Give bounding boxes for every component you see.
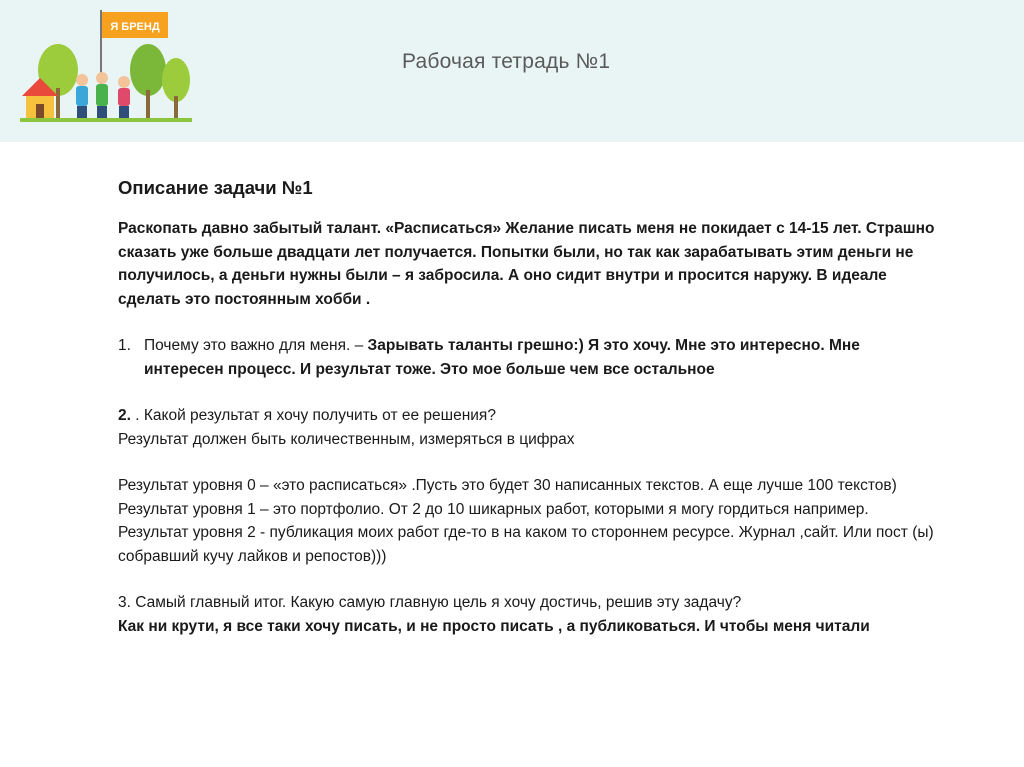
person-body <box>96 84 108 106</box>
logo-text: Я БРЕНД <box>110 21 160 33</box>
spacer <box>118 311 938 334</box>
tree-icon <box>162 58 190 102</box>
document-body <box>118 175 938 638</box>
question-1-number: 1. <box>118 337 131 354</box>
person-icon <box>118 76 130 88</box>
question-3-text: 3. Самый главный итог. Какую самую главную цель я хочу достичь, решив эту задачу? <box>118 594 742 611</box>
intro-paragraph: Раскопать давно забытый талант. «Расписаться» Желание писать меня не покидает с 14-15 лет. Страшно сказать уже больше двадцати лет получается. Попытки были, но так как зарабатывать этим деньги не получилось, а деньги нужны были – я забросила. А оно сидит внутри и просится наружу. В идеале сделать это постоянным хобби . <box>118 220 935 308</box>
spacer <box>118 568 938 591</box>
person-icon <box>76 74 88 86</box>
result-level-0: Результат уровня 0 – «это расписаться» .Пусть это будет 30 написанных текстов. А еще лучше 100 текстов) <box>118 477 897 494</box>
tree-trunk <box>174 96 178 118</box>
question-1-answer: Зарывать таланты грешно:) Я это хочу. Мне это интересно. Мне интересен процесс. И результат тоже. Это мое больше чем все остальное <box>144 337 860 378</box>
question-2 <box>118 404 938 428</box>
tree-trunk <box>56 88 60 118</box>
ground <box>20 118 192 122</box>
header-banner <box>0 0 1024 142</box>
result-level-1: Результат уровня 1 – это портфолио. От 2 до 10 шикарных работ, которыми я могу гордиться например. <box>118 500 869 518</box>
tree-icon <box>130 44 166 96</box>
person-icon <box>96 72 108 84</box>
question-1-text: Почему это важно для меня. – <box>144 337 368 354</box>
spacer <box>118 451 938 474</box>
result-level-2: Результат уровня 2 - публикация моих работ где-то в на каком то стороннем ресурсе. Журнал ,сайт. Или пост (ы) собравший кучу лайков и репостов))) <box>118 524 934 565</box>
question-2-number: 2. <box>118 407 131 424</box>
person-legs <box>97 106 107 118</box>
person-body <box>118 88 130 106</box>
person-legs <box>77 106 87 118</box>
question-1 <box>118 334 938 381</box>
task-heading: Описание задачи №1 <box>118 177 313 198</box>
house-door <box>36 104 44 118</box>
page-title: Рабочая тетрадь №1 <box>402 50 611 73</box>
brand-logo-illustration <box>20 8 192 126</box>
question-3-answer: Как ни крути, я все таки хочу писать, и не просто писать , а публиковаться. И чтобы меня читали <box>118 617 870 635</box>
question-2-requirement: Результат должен быть количественным, измеряться в цифрах <box>118 430 575 448</box>
spacer <box>118 381 938 404</box>
question-2-text: . Какой результат я хочу получить от ее решения? <box>130 407 496 424</box>
person-legs <box>119 106 129 118</box>
person-body <box>76 86 88 106</box>
tree-trunk <box>146 90 150 118</box>
